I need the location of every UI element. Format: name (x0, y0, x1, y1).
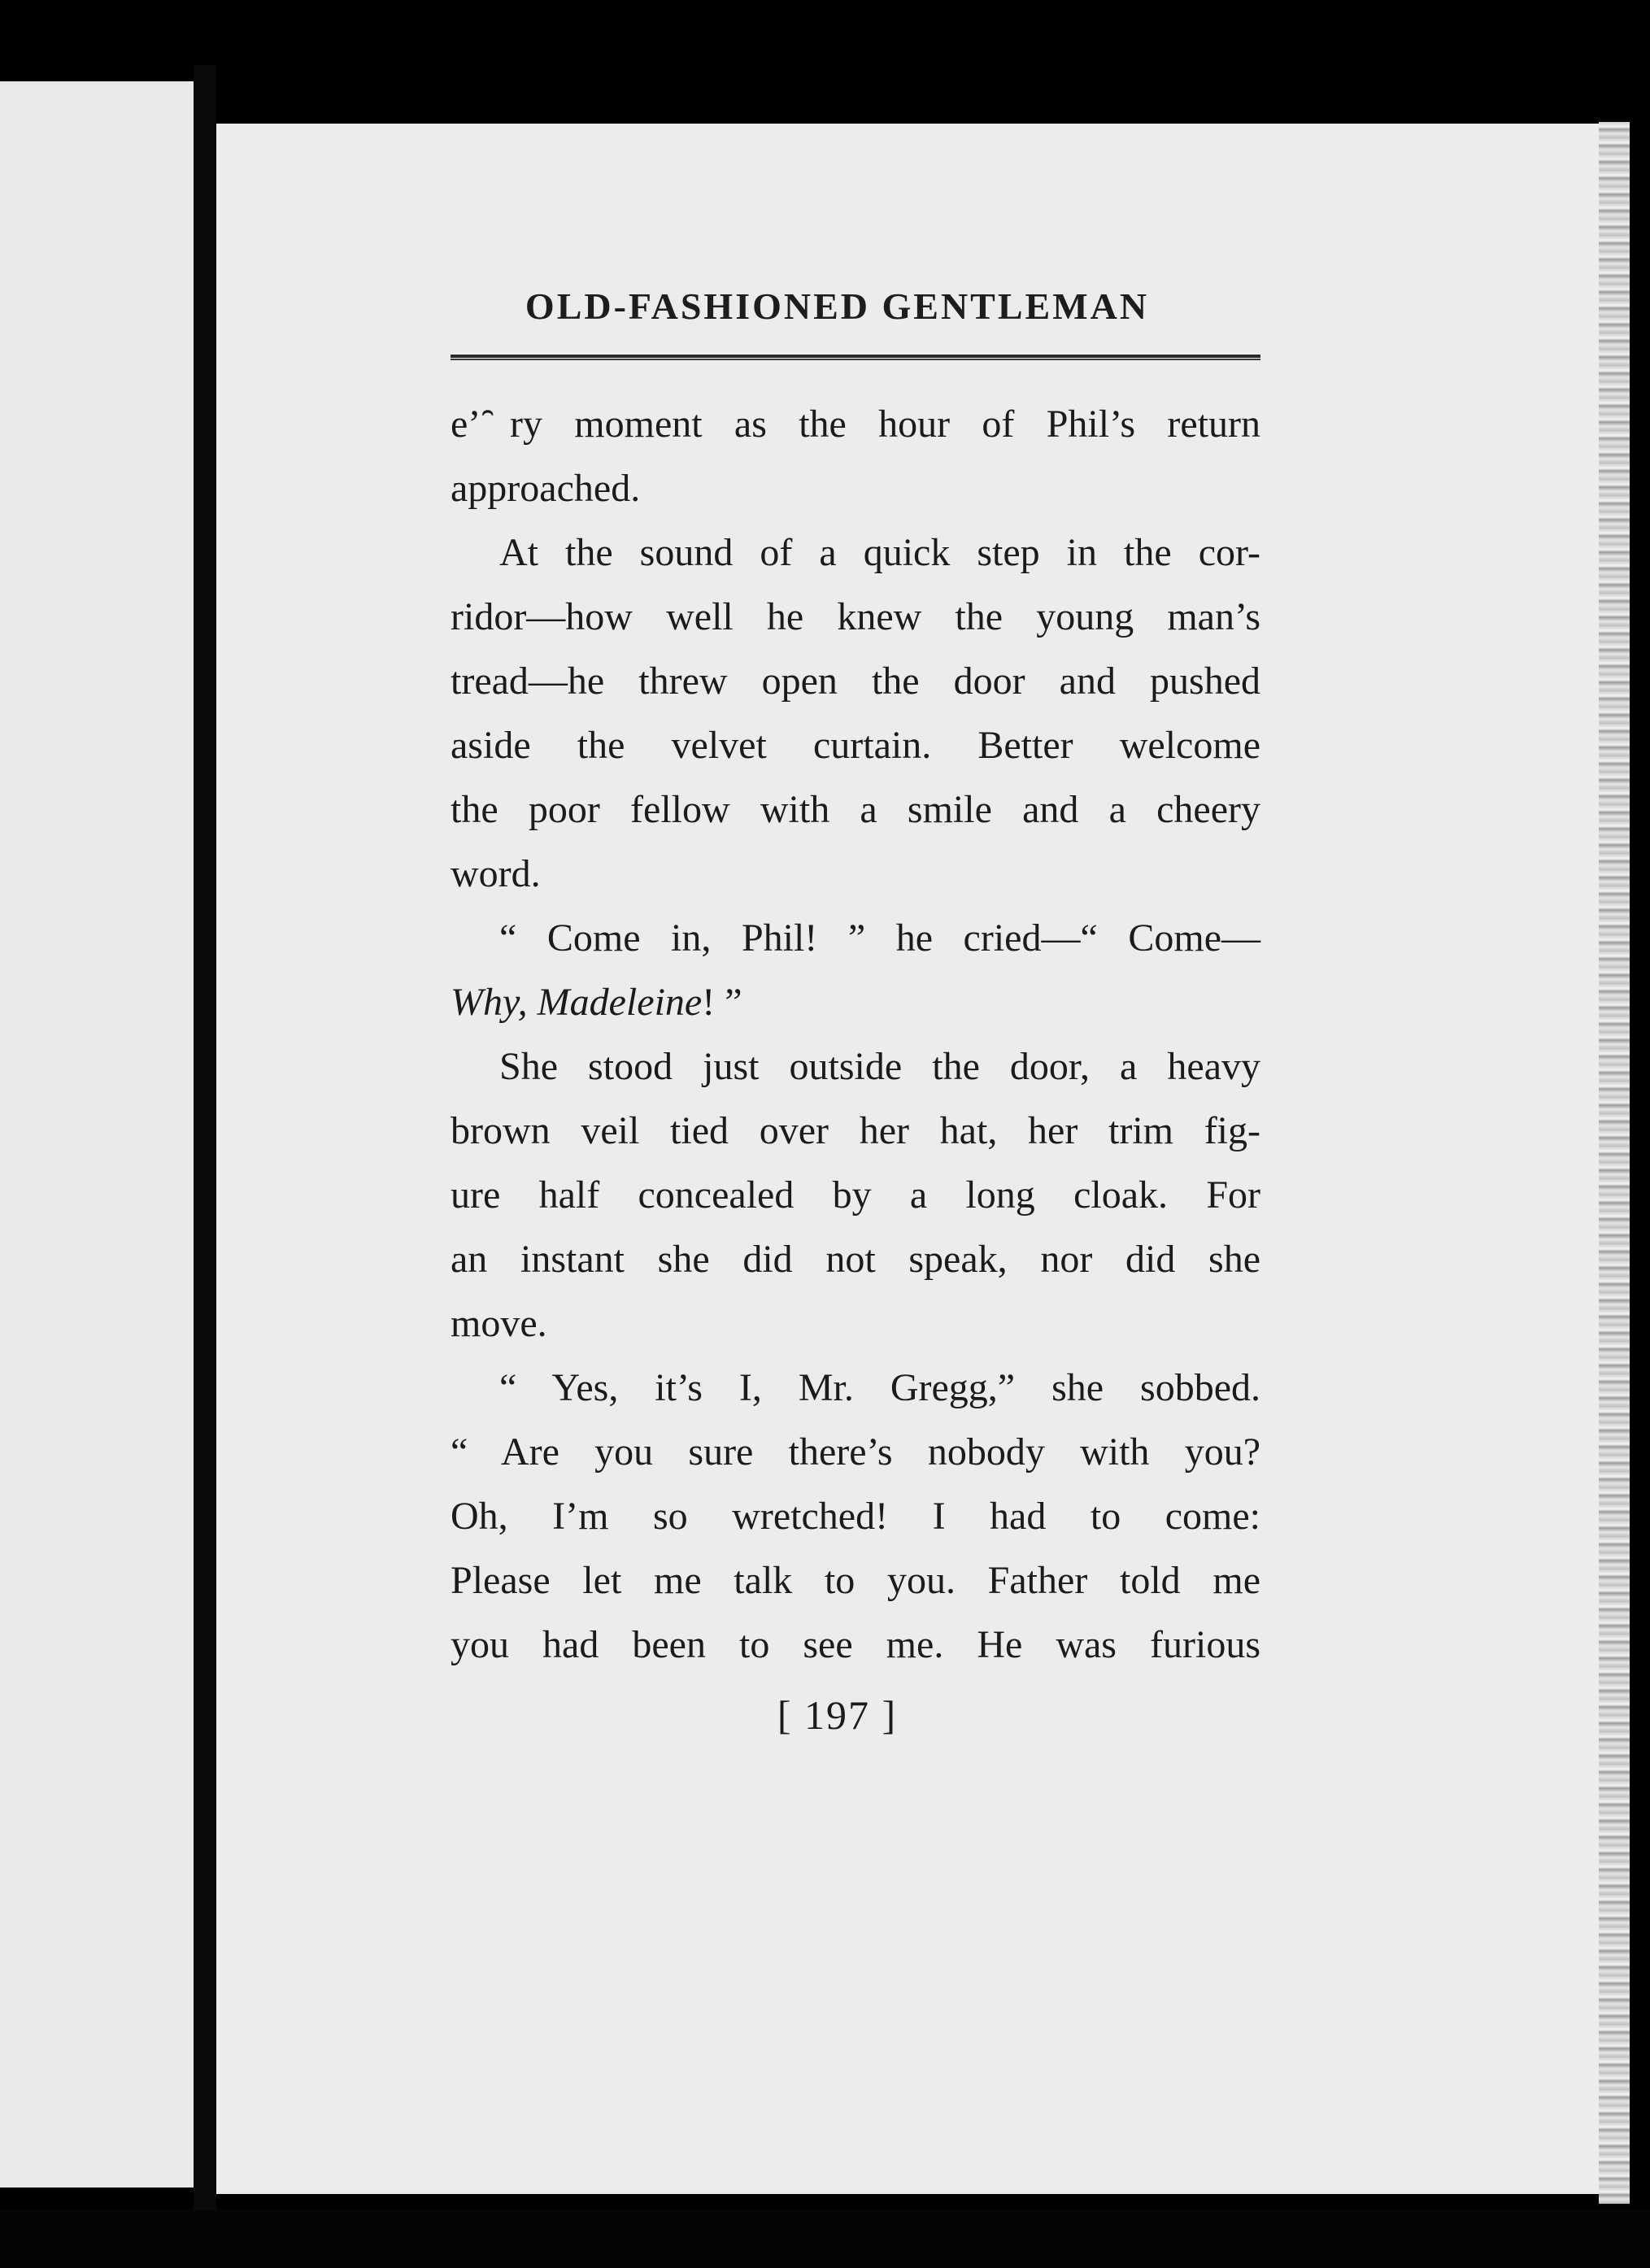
header-rule (451, 355, 1260, 360)
running-head: OLD-FASHIONED GENTLEMAN (525, 285, 1150, 327)
book-gutter (194, 65, 216, 2212)
text-line: approached. (451, 467, 641, 510)
text-line: aside the velvet curtain. Better welcome (451, 724, 1260, 767)
text-line: ridor—how well he knew the young man’s (451, 595, 1260, 638)
text-line: you had been to see me. He was furious (451, 1623, 1260, 1666)
text-line: tread—he threw open the door and pushed (451, 660, 1260, 703)
left-page-margin (0, 81, 194, 2187)
scan-bottom-border (0, 2210, 1650, 2268)
text-line: word. (451, 852, 541, 895)
text-line: “ Are you sure there’s nobody with you? (451, 1430, 1260, 1474)
text-line: At the sound of a quick step in the cor- (499, 531, 1260, 574)
text-line: brown veil tied over her hat, her trim fig- (451, 1109, 1260, 1152)
text-line: Oh, I’m so wretched! I had to come: (451, 1495, 1260, 1538)
text-fragment: ! ” (702, 981, 742, 1024)
body-text (451, 392, 1260, 1677)
text-line: “ Yes, it’s I, Mr. Gregg,” she sobbed. (499, 1366, 1260, 1409)
page-number: [ 197 ] (777, 1692, 898, 1738)
text-line: the poor fellow with a smile and a cheery (451, 788, 1260, 831)
text-line: ure half concealed by a long cloak. For (451, 1173, 1260, 1217)
text-line (451, 970, 1260, 1034)
text-line: e’ ̑ry moment as the hour of Phil’s return (451, 403, 1260, 446)
text-line: move. (451, 1302, 547, 1345)
text-line: an instant she did not speak, nor did she (451, 1238, 1260, 1281)
text-line: “ Come in, Phil! ” he cried—“ Come— (499, 916, 1260, 960)
text-line: She stood just outside the door, a heavy (499, 1045, 1260, 1088)
italic-name: Why, Madeleine (451, 981, 703, 1024)
page-edge-stack (1599, 122, 1630, 2204)
text-line: Please let me talk to you. Father told me (451, 1559, 1260, 1602)
